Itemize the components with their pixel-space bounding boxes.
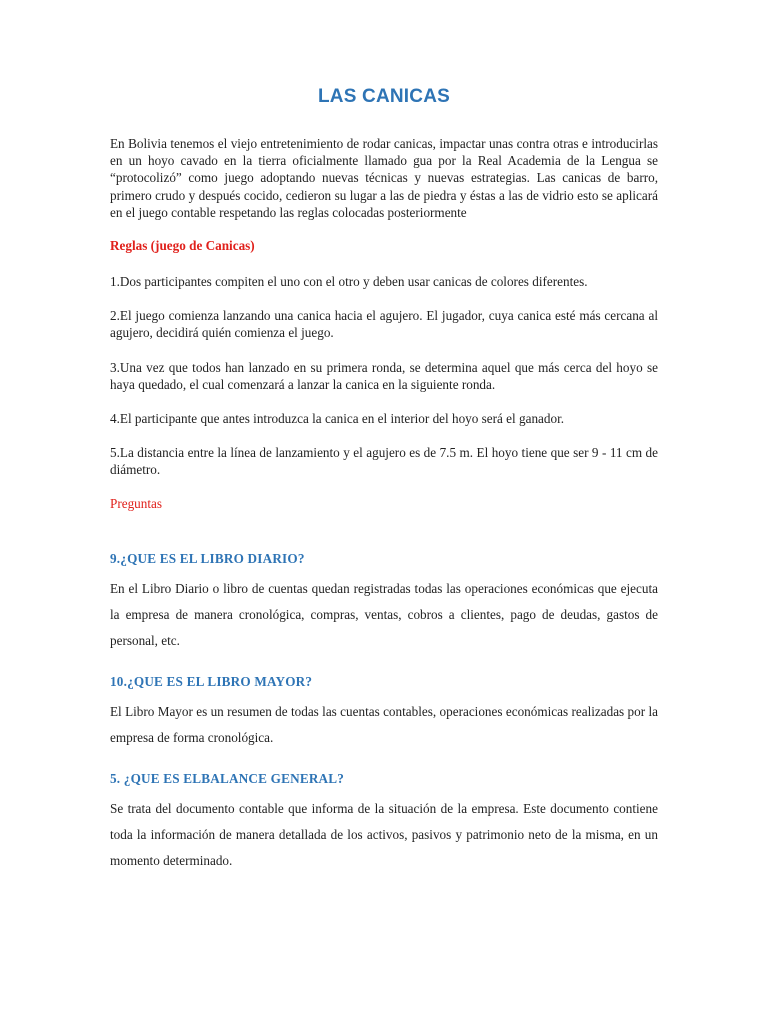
- rule-item: 1.Dos participantes compiten el uno con el otro y deben usar canicas de colores diferentes.: [110, 274, 588, 290]
- intro-paragraph: En Bolivia tenemos el viejo entretenimiento de rodar canicas, impactar unas contra otras e introducirlas en un hoyo cavado en la tierra oficialmente llamado gua por la Real Academia de la Lengua se “protocolizó” como juego adoptando nuevas técnicas y nuevas estrategias. Las canicas de barro, primero crudo y después cocido, cedieron su lugar a las de piedra y éstas a las de vidrio esto se aplicará en el juego contable respetando las reglas colocadas posteriormente: [110, 136, 658, 220]
- rule-item: 4.El participante que antes introduzca la canica en el interior del hoyo será el ganador.: [110, 411, 565, 427]
- question-heading: 10.¿QUE ES EL LIBRO MAYOR?: [110, 673, 313, 689]
- preguntas-label: Preguntas: [110, 495, 163, 511]
- rule-item: 2.El juego comienza lanzando una canica hacia el agujero. El jugador, cuya canica esté más cercana al agujero, decidirá quién comienza el juego.: [110, 308, 658, 341]
- page-title: LAS CANICAS: [317, 86, 451, 107]
- question-heading: 9.¿QUE ES EL LIBRO DIARIO?: [110, 550, 305, 566]
- rules-heading: Reglas (juego de Canicas): [110, 238, 255, 254]
- document-content: [110, 86, 658, 894]
- question-heading: 5. ¿QUE ES ELBALANCE GENERAL?: [110, 770, 345, 786]
- question-answer: El Libro Mayor es un resumen de todas las cuentas contables, operaciones económicas realizadas por la empresa de forma cronológica.: [110, 703, 658, 745]
- rule-item: 5.La distancia entre la línea de lanzamiento y el agujero es de 7.5 m. El hoyo tiene que ser 9 - 11 cm de diámetro.: [110, 445, 658, 478]
- question-answer: En el Libro Diario o libro de cuentas quedan registradas todas las operaciones económicas que ejecuta la empresa de manera cronológica, compras, ventas, cobros a clientes, pago de deudas, gastos de personal, etc.: [110, 580, 658, 648]
- rule-item: 3.Una vez que todos han lanzado en su primera ronda, se determina aquel que más cerca del hoyo se haya quedado, el cual comenzará a lanzar la canica en la siguiente ronda.: [110, 359, 658, 392]
- question-answer: Se trata del documento contable que informa de la situación de la empresa. Este documento contiene toda la información de manera detallada de los activos, pasivos y patrimonio neto de la misma, en un momento determinado.: [110, 800, 658, 868]
